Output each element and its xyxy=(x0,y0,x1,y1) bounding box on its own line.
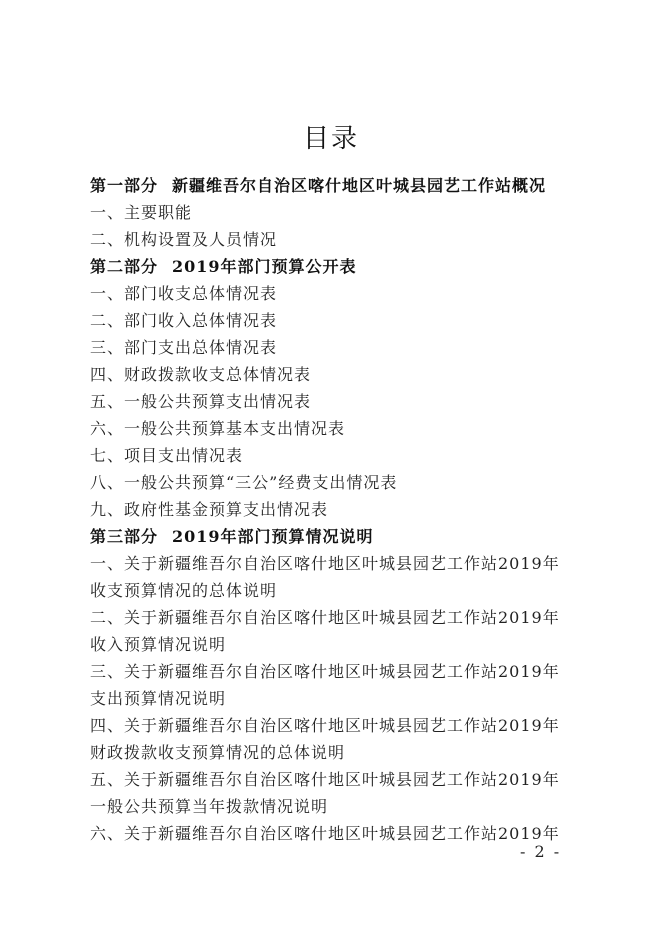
toc-item: 七、项目支出情况表 xyxy=(90,446,244,465)
toc-item: 九、政府性基金预算支出情况表 xyxy=(90,500,329,519)
toc-item-continuation: 一般公共预算当年拨款情况说明 xyxy=(90,797,329,816)
toc-item: 三、关于新疆维吾尔自治区喀什地区叶城县园艺工作站2019年 xyxy=(90,662,560,681)
toc-section-title: 新疆维吾尔自治区喀什地区叶城县园艺工作站概况 xyxy=(172,176,547,195)
toc-section-3 xyxy=(90,523,590,550)
toc-item: 一、部门收支总体情况表 xyxy=(90,284,278,303)
toc-item-continuation: 财政拨款收支预算情况的总体说明 xyxy=(90,743,346,762)
toc-item: 五、关于新疆维吾尔自治区喀什地区叶城县园艺工作站2019年 xyxy=(90,770,560,789)
toc-item: 五、一般公共预算支出情况表 xyxy=(90,392,312,411)
toc-section-1 xyxy=(90,172,590,199)
table-of-contents xyxy=(90,172,590,847)
toc-section-title: 2019年部门预算情况说明 xyxy=(172,527,374,546)
toc-item: 六、关于新疆维吾尔自治区喀什地区叶城县园艺工作站2019年 xyxy=(90,824,560,843)
toc-item: 二、部门收入总体情况表 xyxy=(90,311,278,330)
toc-item: 六、一般公共预算基本支出情况表 xyxy=(90,419,346,438)
toc-item-continuation: 收支预算情况的总体说明 xyxy=(90,581,278,600)
toc-section-part: 第一部分 xyxy=(90,176,159,195)
page-number: - 2 - xyxy=(520,842,562,861)
toc-item-continuation: 收入预算情况说明 xyxy=(90,635,227,654)
toc-section-2 xyxy=(90,253,590,280)
toc-item: 四、关于新疆维吾尔自治区喀什地区叶城县园艺工作站2019年 xyxy=(90,716,560,735)
toc-item-continuation: 支出预算情况说明 xyxy=(90,689,227,708)
toc-item: 二、机构设置及人员情况 xyxy=(90,230,278,249)
toc-item: 三、部门支出总体情况表 xyxy=(90,338,278,357)
toc-section-part: 第二部分 xyxy=(90,257,159,276)
toc-section-title: 2019年部门预算公开表 xyxy=(172,257,357,276)
page-title: 目录 xyxy=(302,124,359,154)
toc-item: 四、财政拨款收支总体情况表 xyxy=(90,365,312,384)
toc-section-part: 第三部分 xyxy=(90,527,159,546)
toc-item: 一、关于新疆维吾尔自治区喀什地区叶城县园艺工作站2019年 xyxy=(90,554,560,573)
toc-item: 二、关于新疆维吾尔自治区喀什地区叶城县园艺工作站2019年 xyxy=(90,608,560,627)
toc-item: 八、一般公共预算“三公”经费支出情况表 xyxy=(90,473,398,492)
toc-item: 一、主要职能 xyxy=(90,203,193,222)
